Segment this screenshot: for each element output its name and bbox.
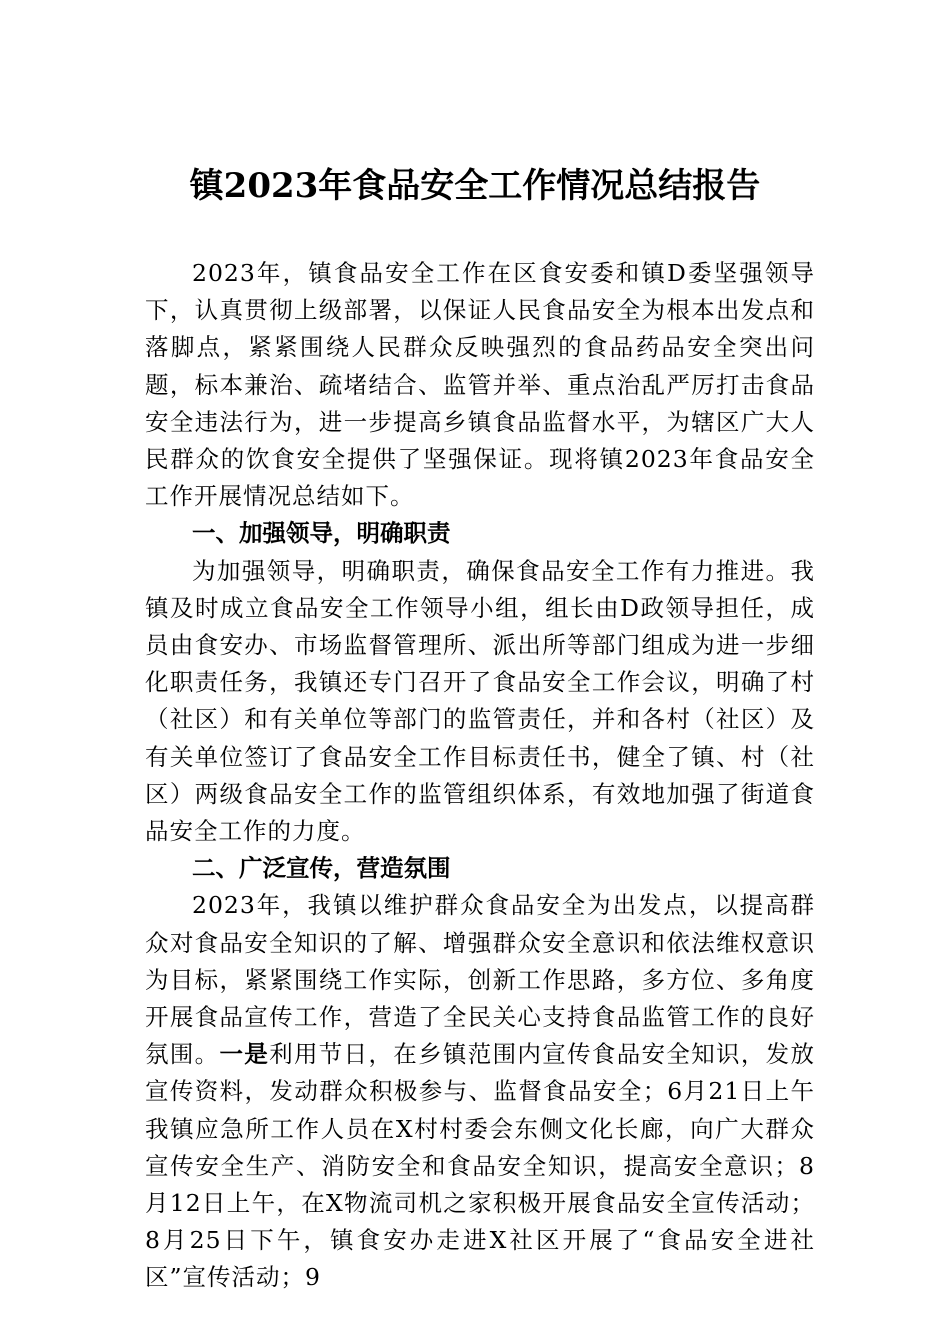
- section-1-paragraph: 为加强领导，明确职责，确保食品安全工作有力推进。我镇及时成立食品安全工作领导小组，组长由D政领导担任，成员由食安办、市场监督管理所、派出所等部门组成为进一步细化职责任务，我镇还专门召开了食品安全工作会议，明确了村（社区）和有关单位等部门的监管责任，并和各村（社区）及有关单位签订了食品安全工作目标责任书，健全了镇、村（社区）两级食品安全工作的监管组织体系，有效地加强了街道食品安全工作的力度。: [145, 556, 815, 846]
- section-2-heading: 二、广泛宣传，营造氛围: [192, 854, 451, 883]
- document-body: [145, 255, 815, 1297]
- section-1-heading: 一、加强领导，明确职责: [192, 519, 451, 548]
- section-2-paragraph: [145, 887, 815, 1296]
- intro-paragraph: 2023年，镇食品安全工作在区食安委和镇D委坚强领导下，认真贯彻上级部署，以保证人民食品安全为根本出发点和落脚点，紧紧围绕人民群众反映强烈的食品药品安全突出问题，标本兼治、疏堵结合、监管并举、重点治乱严厉打击食品安全违法行为，进一步提高乡镇食品监督水平，为辖区广大人民群众的饮食安全提供了坚强保证。现将镇2023年食品安全工作开展情况总结如下。: [145, 259, 815, 511]
- section-2-text-before: 2023年，我镇以维护群众食品安全为出发点，以提高群众对食品安全知识的了解、增强群众安全意识和依法维权意识为目标，紧紧围绕工作实际，创新工作思路，多方位、多角度开展食品宣传工作，营造了全民关心支持食品监管工作的良好氛围。: [145, 891, 815, 1069]
- section-2-bold-marker: 一是: [219, 1040, 270, 1069]
- section-2-text-after: 利用节日，在乡镇范围内宣传食品安全知识，发放宣传资料，发动群众积极参与、监督食品安全；6月21日上午我镇应急所工作人员在X村村委会东侧文化长廊，向广大群众宣传安全生产、消防安全和食品安全知识，提高安全意识；8月12日上午，在X物流司机之家积极开展食品安全宣传活动；8月25日下午，镇食安办走进X社区开展了“食品安全进社区”宣传活动；9: [145, 1040, 816, 1292]
- document-title: 镇2023年食品安全工作情况总结报告: [189, 166, 761, 206]
